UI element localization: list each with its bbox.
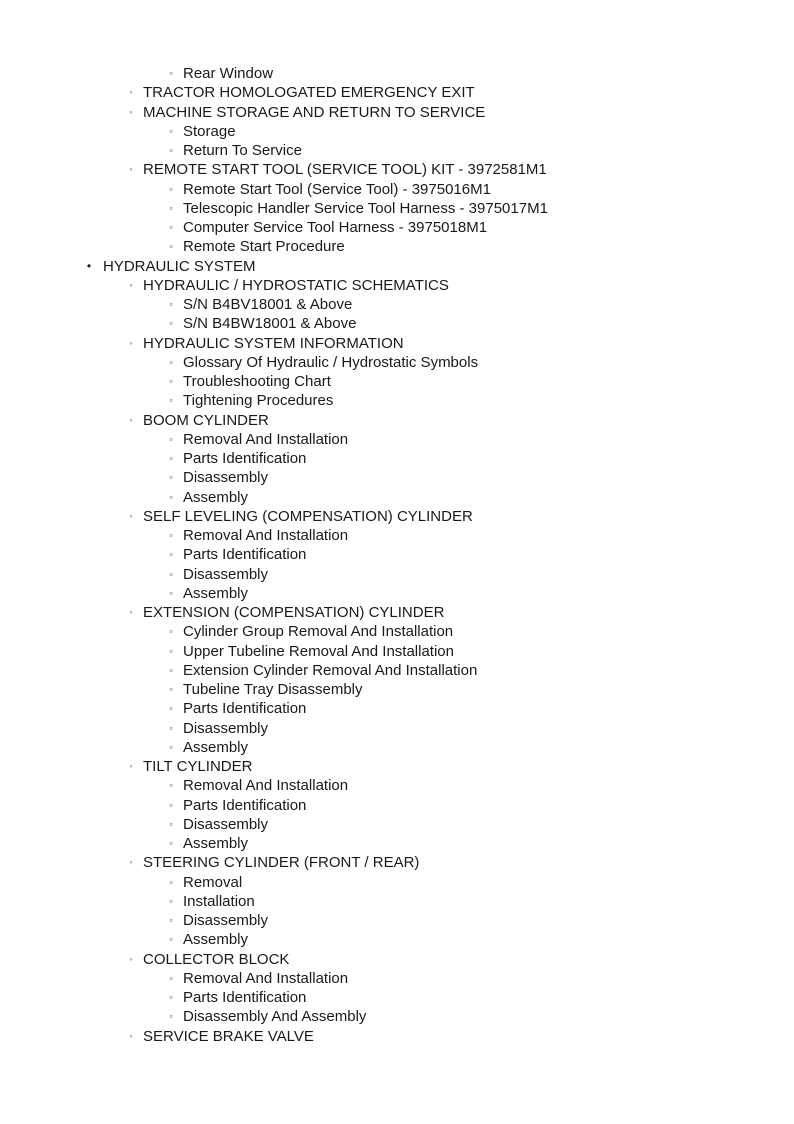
outline-item-text: Remote Start Procedure: [183, 238, 345, 256]
outline-item-text: S/N B4BV18001 & Above: [183, 296, 353, 313]
outline-item-text: Removal And Installation: [183, 777, 349, 795]
outline-item-level-1: [0, 411, 794, 430]
outline-item-text: Storage: [183, 122, 236, 140]
outline-item-level-2: [0, 526, 794, 545]
bullet-icon: ▫: [169, 202, 173, 213]
outline-item-text: Assembly: [183, 738, 249, 756]
bullet-icon: ▫: [169, 895, 173, 906]
bullet-icon: ◦: [129, 414, 133, 425]
outline-item-text: TRACTOR HOMOLOGATED EMERGENCY EXIT: [143, 84, 475, 102]
outline-item-level-2: [0, 565, 794, 584]
outline-item-level-1: [0, 757, 794, 776]
outline-item-text: Telescopic Handler Service Tool Harness - 3975017M1: [183, 199, 548, 217]
outline-item-text: BOOM CYLINDER: [143, 411, 269, 429]
outline-item-level-2: [0, 141, 794, 160]
outline-item-level-2: [0, 988, 794, 1007]
outline-item-level-2: [0, 776, 794, 795]
bullet-icon: ◦: [129, 857, 133, 868]
outline-item-text: Upper Tubeline Removal And Installation: [183, 642, 454, 660]
outline-item-text: Remote Start Tool (Service Tool) - 3975016M1: [183, 180, 491, 198]
outline-item-text: Assembly: [183, 835, 249, 852]
outline-item-level-2: [0, 449, 794, 468]
outline-item-text: SELF LEVELING (COMPENSATION) CYLINDER: [143, 507, 473, 525]
outline-item-level-2: [0, 64, 794, 83]
outline-item-text: Disassembly: [183, 565, 269, 583]
outline-item-text: Parts Identification: [183, 546, 307, 564]
bullet-icon: ▫: [169, 125, 173, 136]
bullet-icon: ▫: [169, 222, 173, 232]
bullet-icon: ▫: [169, 684, 173, 694]
outline-item-level-0: [0, 257, 794, 276]
bullet-icon: ▫: [169, 549, 173, 560]
bullet-icon: ▫: [169, 587, 173, 598]
bullet-icon: ◦: [129, 953, 133, 964]
outline-item-level-1: [0, 507, 794, 526]
outline-item-level-2: [0, 1007, 794, 1026]
outline-item-level-1: [0, 950, 794, 969]
bullet-icon: ▫: [169, 395, 173, 406]
bullet-icon: ▫: [169, 992, 173, 1002]
outline-item-text: MACHINE STORAGE AND RETURN TO SERVICE: [143, 103, 486, 121]
bullet-icon: ▫: [169, 472, 173, 483]
outline-item-level-1: [0, 1027, 794, 1046]
outline-item-level-2: [0, 969, 794, 988]
outline-item-level-2: [0, 353, 794, 372]
bullet-icon: ▫: [169, 183, 173, 194]
bullet-icon: ▫: [169, 453, 173, 463]
bullet-icon: ▫: [169, 1011, 173, 1022]
outline-item-text: Removal: [183, 873, 243, 891]
outline-item-level-2: [0, 642, 794, 661]
outline-item-text: COLLECTOR BLOCK: [143, 950, 290, 968]
bullet-icon: ▫: [169, 934, 173, 945]
outline-item-text: Computer Service Tool Harness - 3975018M1: [183, 219, 488, 236]
bullet-icon: ▫: [169, 972, 173, 983]
outline-item-text: S/N B4BW18001 & Above: [183, 315, 357, 333]
outline-item-level-2: [0, 218, 794, 237]
outline-item-text: Assembly: [183, 488, 249, 506]
outline-item-text: Return To Service: [183, 142, 302, 159]
bullet-icon: ▫: [169, 741, 173, 752]
bullet-icon: ▫: [169, 876, 173, 887]
outline-item-level-2: [0, 815, 794, 834]
bullet-icon: ▫: [169, 626, 173, 637]
bullet-icon: ▫: [169, 818, 173, 829]
outline-item-text: Rear Window: [183, 65, 274, 82]
outline-item-text: Disassembly: [183, 815, 269, 833]
outline-item-level-1: [0, 853, 794, 872]
bullet-icon: ▫: [169, 491, 173, 502]
outline-item-text: Assembly: [183, 931, 249, 949]
document-outline: [0, 64, 794, 1046]
outline-item-text: Parts Identification: [183, 700, 307, 718]
outline-item-text: Tubeline Tray Disassembly: [183, 681, 363, 698]
outline-item-level-1: [0, 334, 794, 353]
bullet-icon: ▫: [169, 433, 173, 444]
outline-item-level-2: [0, 873, 794, 892]
outline-item-text: STEERING CYLINDER (FRONT / REAR): [143, 854, 420, 872]
bullet-icon: ▫: [169, 838, 173, 848]
outline-item-level-2: [0, 545, 794, 564]
outline-item-level-2: [0, 738, 794, 757]
outline-item-text: Disassembly: [183, 469, 269, 487]
outline-item-level-2: [0, 834, 794, 853]
outline-item-level-2: [0, 199, 794, 218]
bullet-icon: ▫: [169, 241, 173, 252]
bullet-icon: ▫: [169, 376, 173, 386]
bullet-icon: ◦: [129, 510, 133, 521]
outline-item-text: Disassembly: [183, 912, 269, 929]
outline-item-level-2: [0, 122, 794, 141]
bullet-icon: •: [86, 258, 92, 273]
outline-item-text: Troubleshooting Chart: [183, 373, 331, 390]
outline-item-text: Disassembly And Assembly: [183, 1008, 367, 1026]
bullet-icon: ▫: [169, 915, 173, 925]
bullet-icon: ◦: [129, 164, 133, 175]
bullet-icon: ▫: [169, 568, 173, 579]
bullet-icon: ▫: [169, 664, 173, 675]
bullet-icon: ▫: [169, 356, 173, 367]
outline-item-text: SERVICE BRAKE VALVE: [143, 1027, 314, 1045]
outline-item-level-1: [0, 603, 794, 622]
bullet-icon: ▫: [169, 145, 173, 155]
bullet-icon: ◦: [129, 1030, 133, 1041]
bullet-icon: ◦: [129, 87, 133, 98]
bullet-icon: ▫: [169, 722, 173, 733]
outline-item-level-2: [0, 237, 794, 256]
outline-item-level-2: [0, 295, 794, 314]
bullet-icon: ◦: [129, 761, 133, 771]
outline-item-text: Cylinder Group Removal And Installation: [183, 623, 454, 641]
bullet-icon: ▫: [169, 530, 173, 540]
bullet-icon: ▫: [169, 799, 173, 810]
outline-item-level-2: [0, 661, 794, 680]
outline-item-level-2: [0, 699, 794, 718]
outline-item-level-2: [0, 680, 794, 699]
outline-item-level-1: [0, 83, 794, 102]
outline-item-text: TILT CYLINDER: [143, 758, 253, 775]
bullet-icon: ▫: [169, 68, 173, 78]
outline-item-level-2: [0, 584, 794, 603]
outline-item-text: Tightening Procedures: [183, 392, 334, 410]
outline-item-text: Assembly: [183, 584, 249, 602]
outline-item-level-2: [0, 930, 794, 949]
bullet-icon: ▫: [169, 299, 173, 309]
outline-item-level-2: [0, 430, 794, 449]
outline-item-level-2: [0, 468, 794, 487]
outline-item-text: Removal And Installation: [183, 430, 349, 448]
outline-item-level-2: [0, 488, 794, 507]
bullet-icon: ▫: [169, 703, 173, 714]
bullet-icon: ▫: [169, 645, 173, 656]
outline-item-level-2: [0, 314, 794, 333]
outline-item-level-2: [0, 911, 794, 930]
outline-item-level-1: [0, 160, 794, 179]
outline-item-level-2: [0, 180, 794, 199]
bullet-icon: ◦: [129, 607, 133, 617]
outline-item-text: Parts Identification: [183, 796, 307, 814]
bullet-icon: ▫: [169, 780, 173, 791]
outline-item-text: Extension Cylinder Removal And Installation: [183, 661, 478, 679]
outline-item-level-2: [0, 372, 794, 391]
outline-item-text: Removal And Installation: [183, 527, 349, 544]
outline-item-text: HYDRAULIC SYSTEM: [103, 257, 256, 275]
outline-item-text: HYDRAULIC / HYDROSTATIC SCHEMATICS: [143, 276, 449, 294]
outline-item-level-1: [0, 276, 794, 295]
outline-item-text: REMOTE START TOOL (SERVICE TOOL) KIT - 3972581M1: [143, 161, 547, 179]
outline-item-text: Parts Identification: [183, 989, 307, 1006]
outline-item-text: Disassembly: [183, 719, 269, 737]
outline-item-level-2: [0, 719, 794, 738]
outline-item-level-2: [0, 796, 794, 815]
outline-item-level-2: [0, 391, 794, 410]
outline-item-text: Parts Identification: [183, 450, 307, 467]
outline-item-level-2: [0, 892, 794, 911]
outline-item-level-2: [0, 622, 794, 641]
bullet-icon: ◦: [129, 337, 133, 348]
bullet-icon: ◦: [129, 279, 133, 290]
bullet-icon: ▫: [169, 318, 173, 329]
outline-item-text: Glossary Of Hydraulic / Hydrostatic Symbols: [183, 353, 479, 371]
outline-item-text: Removal And Installation: [183, 969, 349, 987]
bullet-icon: ◦: [129, 106, 133, 117]
outline-item-level-1: [0, 103, 794, 122]
outline-item-text: EXTENSION (COMPENSATION) CYLINDER: [143, 604, 445, 621]
outline-item-text: Installation: [183, 892, 255, 910]
outline-item-text: HYDRAULIC SYSTEM INFORMATION: [143, 334, 404, 352]
